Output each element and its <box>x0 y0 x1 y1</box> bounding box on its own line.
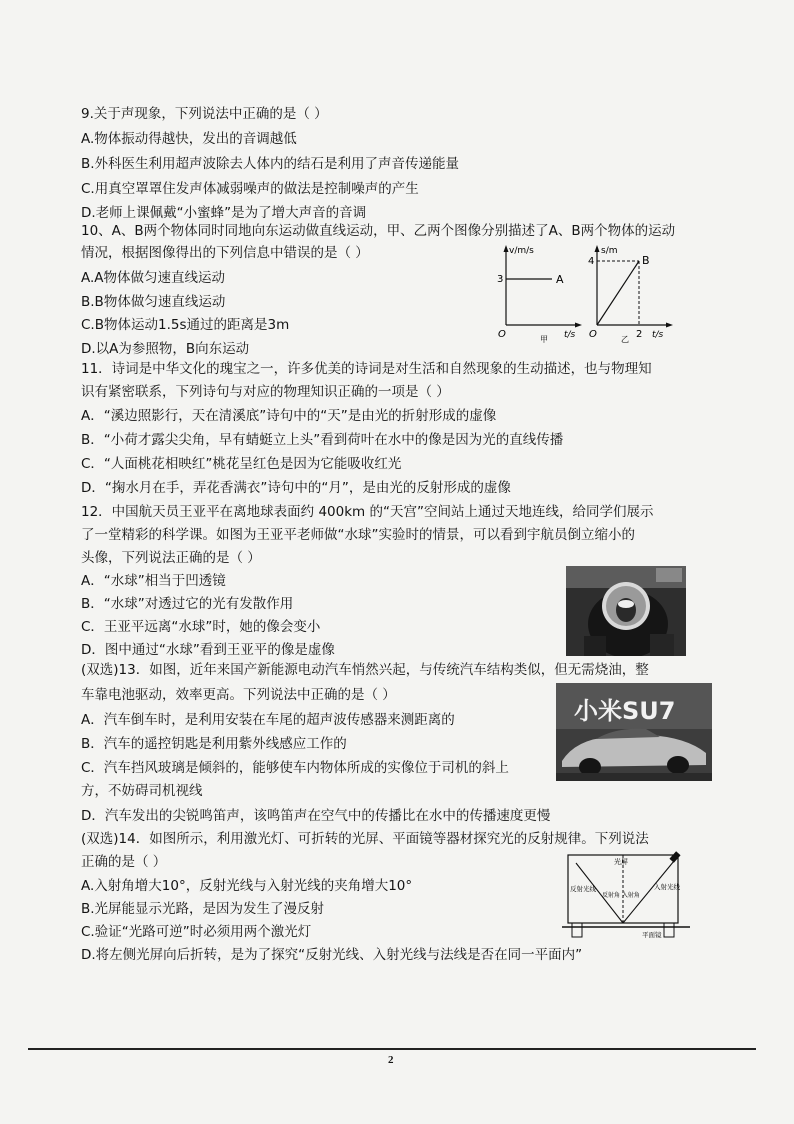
graph-yi-y-tick: 4 <box>588 256 595 267</box>
q9-stem: 9.关于声现象，下列说法中正确的是（ ） <box>81 106 328 122</box>
q13-option-d: D．汽车发出的尖锐鸣笛声，该鸣笛声在空气中的传播比在水中的传播速度更慢 <box>81 808 551 824</box>
q14-option-b: B.光屏能显示光路，是因为发生了漫反射 <box>81 901 325 917</box>
q14-stem-line2: 正确的是（ ） <box>81 854 167 870</box>
q11-stem-line2: 识有紧密联系，下列诗句与对应的物理知识正确的一项是（ ） <box>81 384 450 400</box>
q9-option-b: B.外科医生利用超声波除去人体内的结石是利用了声音传递能量 <box>81 156 460 172</box>
graph-yi-ylabel: s/m <box>601 246 618 256</box>
electric-car-photo <box>556 683 712 781</box>
water-ball-photo <box>566 566 686 656</box>
q10-option-b: B.B物体做匀速直线运动 <box>81 294 226 310</box>
diagram-screen-label: 光屏 <box>614 858 628 866</box>
graph-jia-ylabel: v/m/s <box>509 246 534 256</box>
q14-option-c: C.验证“光路可逆”时必须用两个激光灯 <box>81 924 312 940</box>
q11-option-c: C．“人面桃花相映红”桃花呈红色是因为它能吸收红光 <box>81 456 402 472</box>
q11-stem-line1: 11．诗词是中华文化的瑰宝之一，许多优美的诗词是对生活和自然现象的生动描述，也与物理知 <box>81 361 652 377</box>
q11-option-a: A．“溪边照影行，天在清溪底”诗句中的“天”是由光的折射形成的虚像 <box>81 408 497 424</box>
diagram-incident-label: 入射光线 <box>654 883 680 891</box>
graph-jia-xlabel: t/s <box>564 330 576 340</box>
q9-option-a: A.物体振动得越快，发出的音调越低 <box>81 131 297 147</box>
graph-yi-caption: 乙 <box>621 335 629 343</box>
graph-jia-caption: 甲 <box>540 335 548 343</box>
q9-option-d: D.老师上课佩戴“小蜜蜂”是为了增大声音的音调 <box>81 205 367 221</box>
graph-yi-x-tick: 2 <box>636 329 643 340</box>
q10-stem-line1: 10、A、B两个物体同时同地向东运动做直线运动，甲、乙两个图像分别描述了A、B两个物体的运动 <box>81 223 676 239</box>
q13-option-c: C．汽车挡风玻璃是倾斜的，能够使车内物体所成的实像位于司机的斜上 <box>81 760 509 776</box>
graph-jia-y-tick: 3 <box>497 274 504 285</box>
q12-option-d: D．图中通过“水球”看到王亚平的像是虚像 <box>81 642 335 658</box>
q10-stem-line2: 情况，根据图像得出的下列信息中错误的是（ ） <box>81 245 369 261</box>
diagram-mirror-label: 平面镜 <box>642 931 662 939</box>
q12-stem-line1: 12．中国航天员王亚平在离地球表面约 400km 的“天宫”空间站上通过天地连线，给同学们展示 <box>81 504 654 520</box>
graph-jia-origin: O <box>498 329 506 340</box>
graph-yi-xlabel: t/s <box>652 330 664 340</box>
q13-option-a: A．汽车倒车时，是利用安装在车尾的超声波传感器来测距离的 <box>81 712 455 728</box>
q11-option-b: B．“小荷才露尖尖角，早有蜻蜓立上头”看到荷叶在水中的像是因为光的直线传播 <box>81 432 564 448</box>
q13-option-b: B．汽车的遥控钥匙是利用紫外线感应工作的 <box>81 736 347 752</box>
diagram-reflected-label: 反射光线 <box>570 885 596 893</box>
q12-option-b: B．“水球”对透过它的光有发散作用 <box>81 596 294 612</box>
q13-stem-line2: 车靠电池驱动，效率更高。下列说法中正确的是（ ） <box>81 687 396 703</box>
q13-stem-line1: (双选)13．如图，近年来国产新能源电动汽车悄然兴起，与传统汽车结构类似，但无需烧油，整 <box>81 662 649 678</box>
q12-option-c: C．王亚平远离“水球”时，她的像会变小 <box>81 619 321 635</box>
q9-option-c: C.用真空罩罩住发声体减弱噪声的做法是控制噪声的产生 <box>81 181 419 197</box>
q13-option-c-cont: 方，不妨碍司机视线 <box>81 783 203 799</box>
diagram-angle-label: 反射角 入射角 <box>602 892 640 899</box>
reflection-experiment-diagram <box>562 851 692 943</box>
graph-yi-distance-time <box>587 241 677 343</box>
q14-option-d: D.将左侧光屏向后折转，是为了探究“反射光线、入射光线与法线是否在同一平面内” <box>81 947 583 963</box>
q12-stem-line2: 了一堂精彩的科学课。如图为王亚平老师做“水球”实验时的情景，可以看到宇航员倒立缩小的 <box>81 527 635 543</box>
q10-option-a: A.A物体做匀速直线运动 <box>81 270 226 286</box>
graph-jia-series-label: A <box>556 273 564 286</box>
q14-option-a: A.入射角增大10°，反射光线与入射光线的夹角增大10° <box>81 878 413 894</box>
graph-jia-velocity-time <box>496 241 586 343</box>
q12-option-a: A．“水球”相当于凹透镜 <box>81 573 226 589</box>
graph-yi-origin: O <box>589 329 597 340</box>
q12-stem-line3: 头像，下列说法正确的是（ ） <box>81 550 261 566</box>
page-number: 2 <box>388 1054 394 1066</box>
q10-option-c: C.B物体运动1.5s通过的距离是3m <box>81 317 290 333</box>
q11-option-d: D．“掬水月在手，弄花香满衣”诗句中的“月”，是由光的反射形成的虚像 <box>81 480 511 496</box>
q10-option-d: D.以A为参照物，B向东运动 <box>81 341 250 357</box>
graph-yi-series-label: B <box>642 254 650 267</box>
footer-divider <box>28 1048 756 1050</box>
q14-stem-line1: (双选)14．如图所示，利用激光灯、可折转的光屏、平面镜等器材探究光的反射规律。下列说法 <box>81 831 649 847</box>
car-photo-text: 小米SU7 <box>574 697 676 725</box>
